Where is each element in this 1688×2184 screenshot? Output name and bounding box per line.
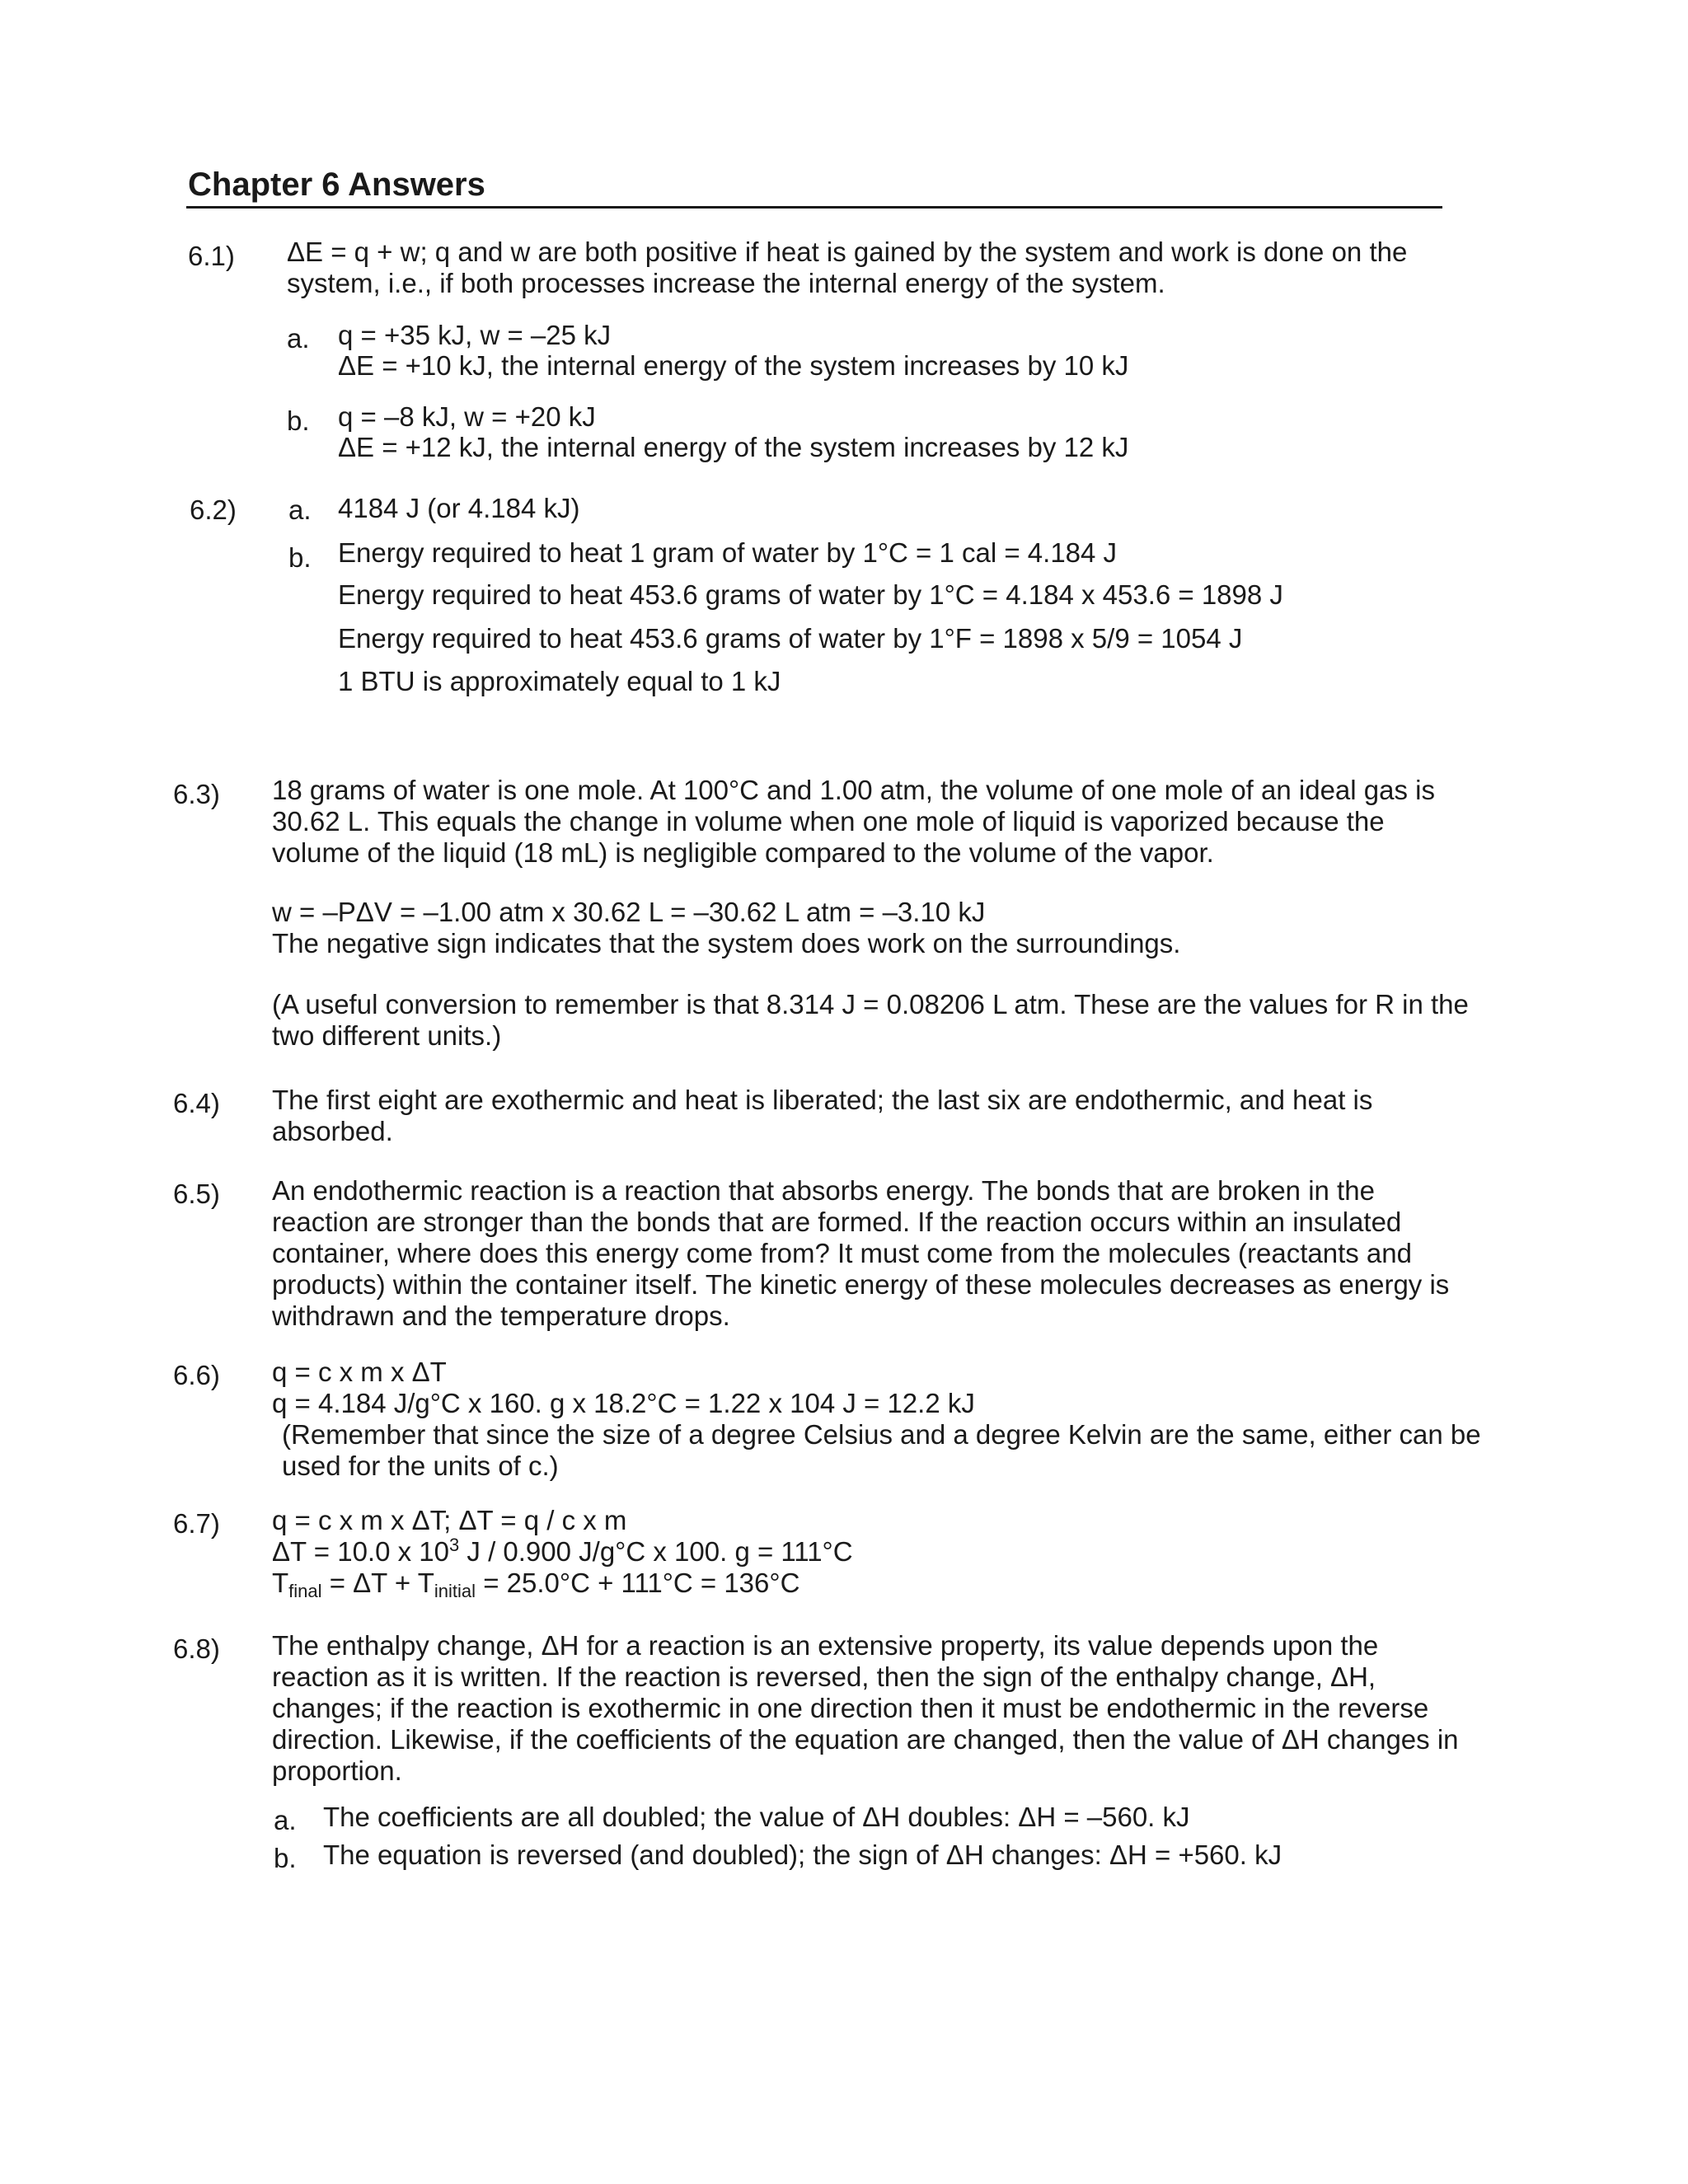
answer-text: The first eight are exothermic and heat is liberated; the last six are endothermic, and heat is bbox=[272, 1085, 1373, 1115]
answer-text: direction. Likewise, if the coefficients of the equation are changed, then the value of ΔH changes in bbox=[272, 1724, 1459, 1755]
answer-text: 30.62 L. This equals the change in volume when one mole of liquid is vaporized because the bbox=[272, 806, 1385, 837]
answer-text: withdrawn and the temperature drops. bbox=[272, 1301, 730, 1331]
answer-text: q = c x m x ΔT; ΔT = q / c x m bbox=[272, 1505, 627, 1535]
answer-number: 6.8) bbox=[173, 1633, 220, 1664]
answer-text: products) within the container itself. The kinetic energy of these molecules decreases as energy is bbox=[272, 1269, 1450, 1300]
sub-label: a. bbox=[288, 494, 312, 525]
answer-text: 4184 J (or 4.184 kJ) bbox=[338, 493, 580, 523]
answer-text: used for the units of c.) bbox=[282, 1451, 559, 1481]
answer-text: q = 4.184 J/g°C x 160. g x 18.2°C = 1.22 x 104 J = 12.2 kJ bbox=[272, 1388, 975, 1418]
answer-number: 6.7) bbox=[173, 1508, 220, 1539]
sub-label: b. bbox=[274, 1843, 297, 1873]
answer-text: system, i.e., if both processes increase the internal energy of the system. bbox=[287, 268, 1165, 298]
answer-text: changes; if the reaction is exothermic in one direction then it must be endothermic in the reverse bbox=[272, 1693, 1429, 1723]
answer-number: 6.3) bbox=[173, 779, 220, 809]
answer-text: Energy required to heat 453.6 grams of water by 1°C = 4.184 x 453.6 = 1898 J bbox=[338, 579, 1283, 610]
answer-text: The negative sign indicates that the system does work on the surroundings. bbox=[272, 928, 1181, 958]
answer-text: (A useful conversion to remember is that 8.314 J = 0.08206 L atm. These are the values for R in the bbox=[272, 989, 1469, 1019]
answer-text: 1 BTU is approximately equal to 1 kJ bbox=[338, 666, 781, 696]
answer-number: 6.6) bbox=[173, 1360, 220, 1390]
answer-text: Energy required to heat 1 gram of water by 1°C = 1 cal = 4.184 J bbox=[338, 537, 1118, 568]
answer-text: proportion. bbox=[272, 1755, 402, 1786]
answer-text: The equation is reversed (and doubled); the sign of ΔH changes: ΔH = +560. kJ bbox=[323, 1840, 1282, 1870]
answer-text: two different units.) bbox=[272, 1020, 502, 1051]
answer-text: reaction as it is written. If the reaction is reversed, then the sign of the enthalpy change, ΔH, bbox=[272, 1661, 1376, 1692]
answer-text: reaction are stronger than the bonds that are formed. If the reaction occurs within an insulated bbox=[272, 1207, 1402, 1237]
answer-text: ΔE = +12 kJ, the internal energy of the system increases by 12 kJ bbox=[338, 432, 1129, 462]
answer-text: 18 grams of water is one mole. At 100°C and 1.00 atm, the volume of one mole of an ideal gas is bbox=[272, 775, 1435, 805]
answer-text: An endothermic reaction is a reaction that absorbs energy. The bonds that are broken in the bbox=[272, 1175, 1375, 1206]
answer-text: container, where does this energy come from? It must come from the molecules (reactants and bbox=[272, 1238, 1412, 1268]
page-title: Chapter 6 Answers bbox=[188, 166, 485, 203]
answer-number: 6.5) bbox=[173, 1179, 220, 1209]
answer-text: q = +35 kJ, w = –25 kJ bbox=[338, 320, 612, 350]
answer-text: q = c x m x ΔT bbox=[272, 1357, 447, 1387]
answer-text: Energy required to heat 453.6 grams of water by 1°F = 1898 x 5/9 = 1054 J bbox=[338, 623, 1243, 654]
answer-text: w = –PΔV = –1.00 atm x 30.62 L = –30.62 L atm = –3.10 kJ bbox=[272, 897, 986, 927]
answer-number: 6.1) bbox=[188, 241, 235, 271]
answer-equation: ΔT = 10.0 x $10^3$ J / 0.900 J/g°C x 100. g = 111°C bbox=[272, 1535, 853, 1567]
sub-label: b. bbox=[287, 405, 310, 436]
answer-text: volume of the liquid (18 mL) is negligible compared to the volume of the vapor. bbox=[272, 837, 1214, 868]
answer-equation: $T_{final} = \Delta T + T_{initial} = 25.0^\circ C + 111^\circ C = 136^\circ C$ bbox=[272, 1568, 800, 1601]
answer-text: The enthalpy change, ΔH for a reaction is an extensive property, its value depends upon the bbox=[272, 1630, 1379, 1661]
answer-text: The coefficients are all doubled; the value of ΔH doubles: ΔH = –560. kJ bbox=[323, 1802, 1190, 1832]
title-rule bbox=[186, 206, 1442, 209]
answer-text: (Remember that since the size of a degree Celsius and a degree Kelvin are the same, either can be bbox=[282, 1419, 1481, 1450]
sub-label: a. bbox=[287, 323, 310, 354]
sub-label: b. bbox=[288, 542, 312, 573]
answer-number: 6.4) bbox=[173, 1088, 220, 1118]
answer-text: absorbed. bbox=[272, 1116, 393, 1146]
sub-label: a. bbox=[274, 1805, 297, 1835]
answer-text: q = –8 kJ, w = +20 kJ bbox=[338, 401, 596, 432]
answer-number: 6.2) bbox=[190, 494, 237, 525]
answer-text: ΔE = q + w; q and w are both positive if heat is gained by the system and work is done on the bbox=[287, 237, 1408, 267]
answer-text: ΔE = +10 kJ, the internal energy of the system increases by 10 kJ bbox=[338, 350, 1129, 381]
